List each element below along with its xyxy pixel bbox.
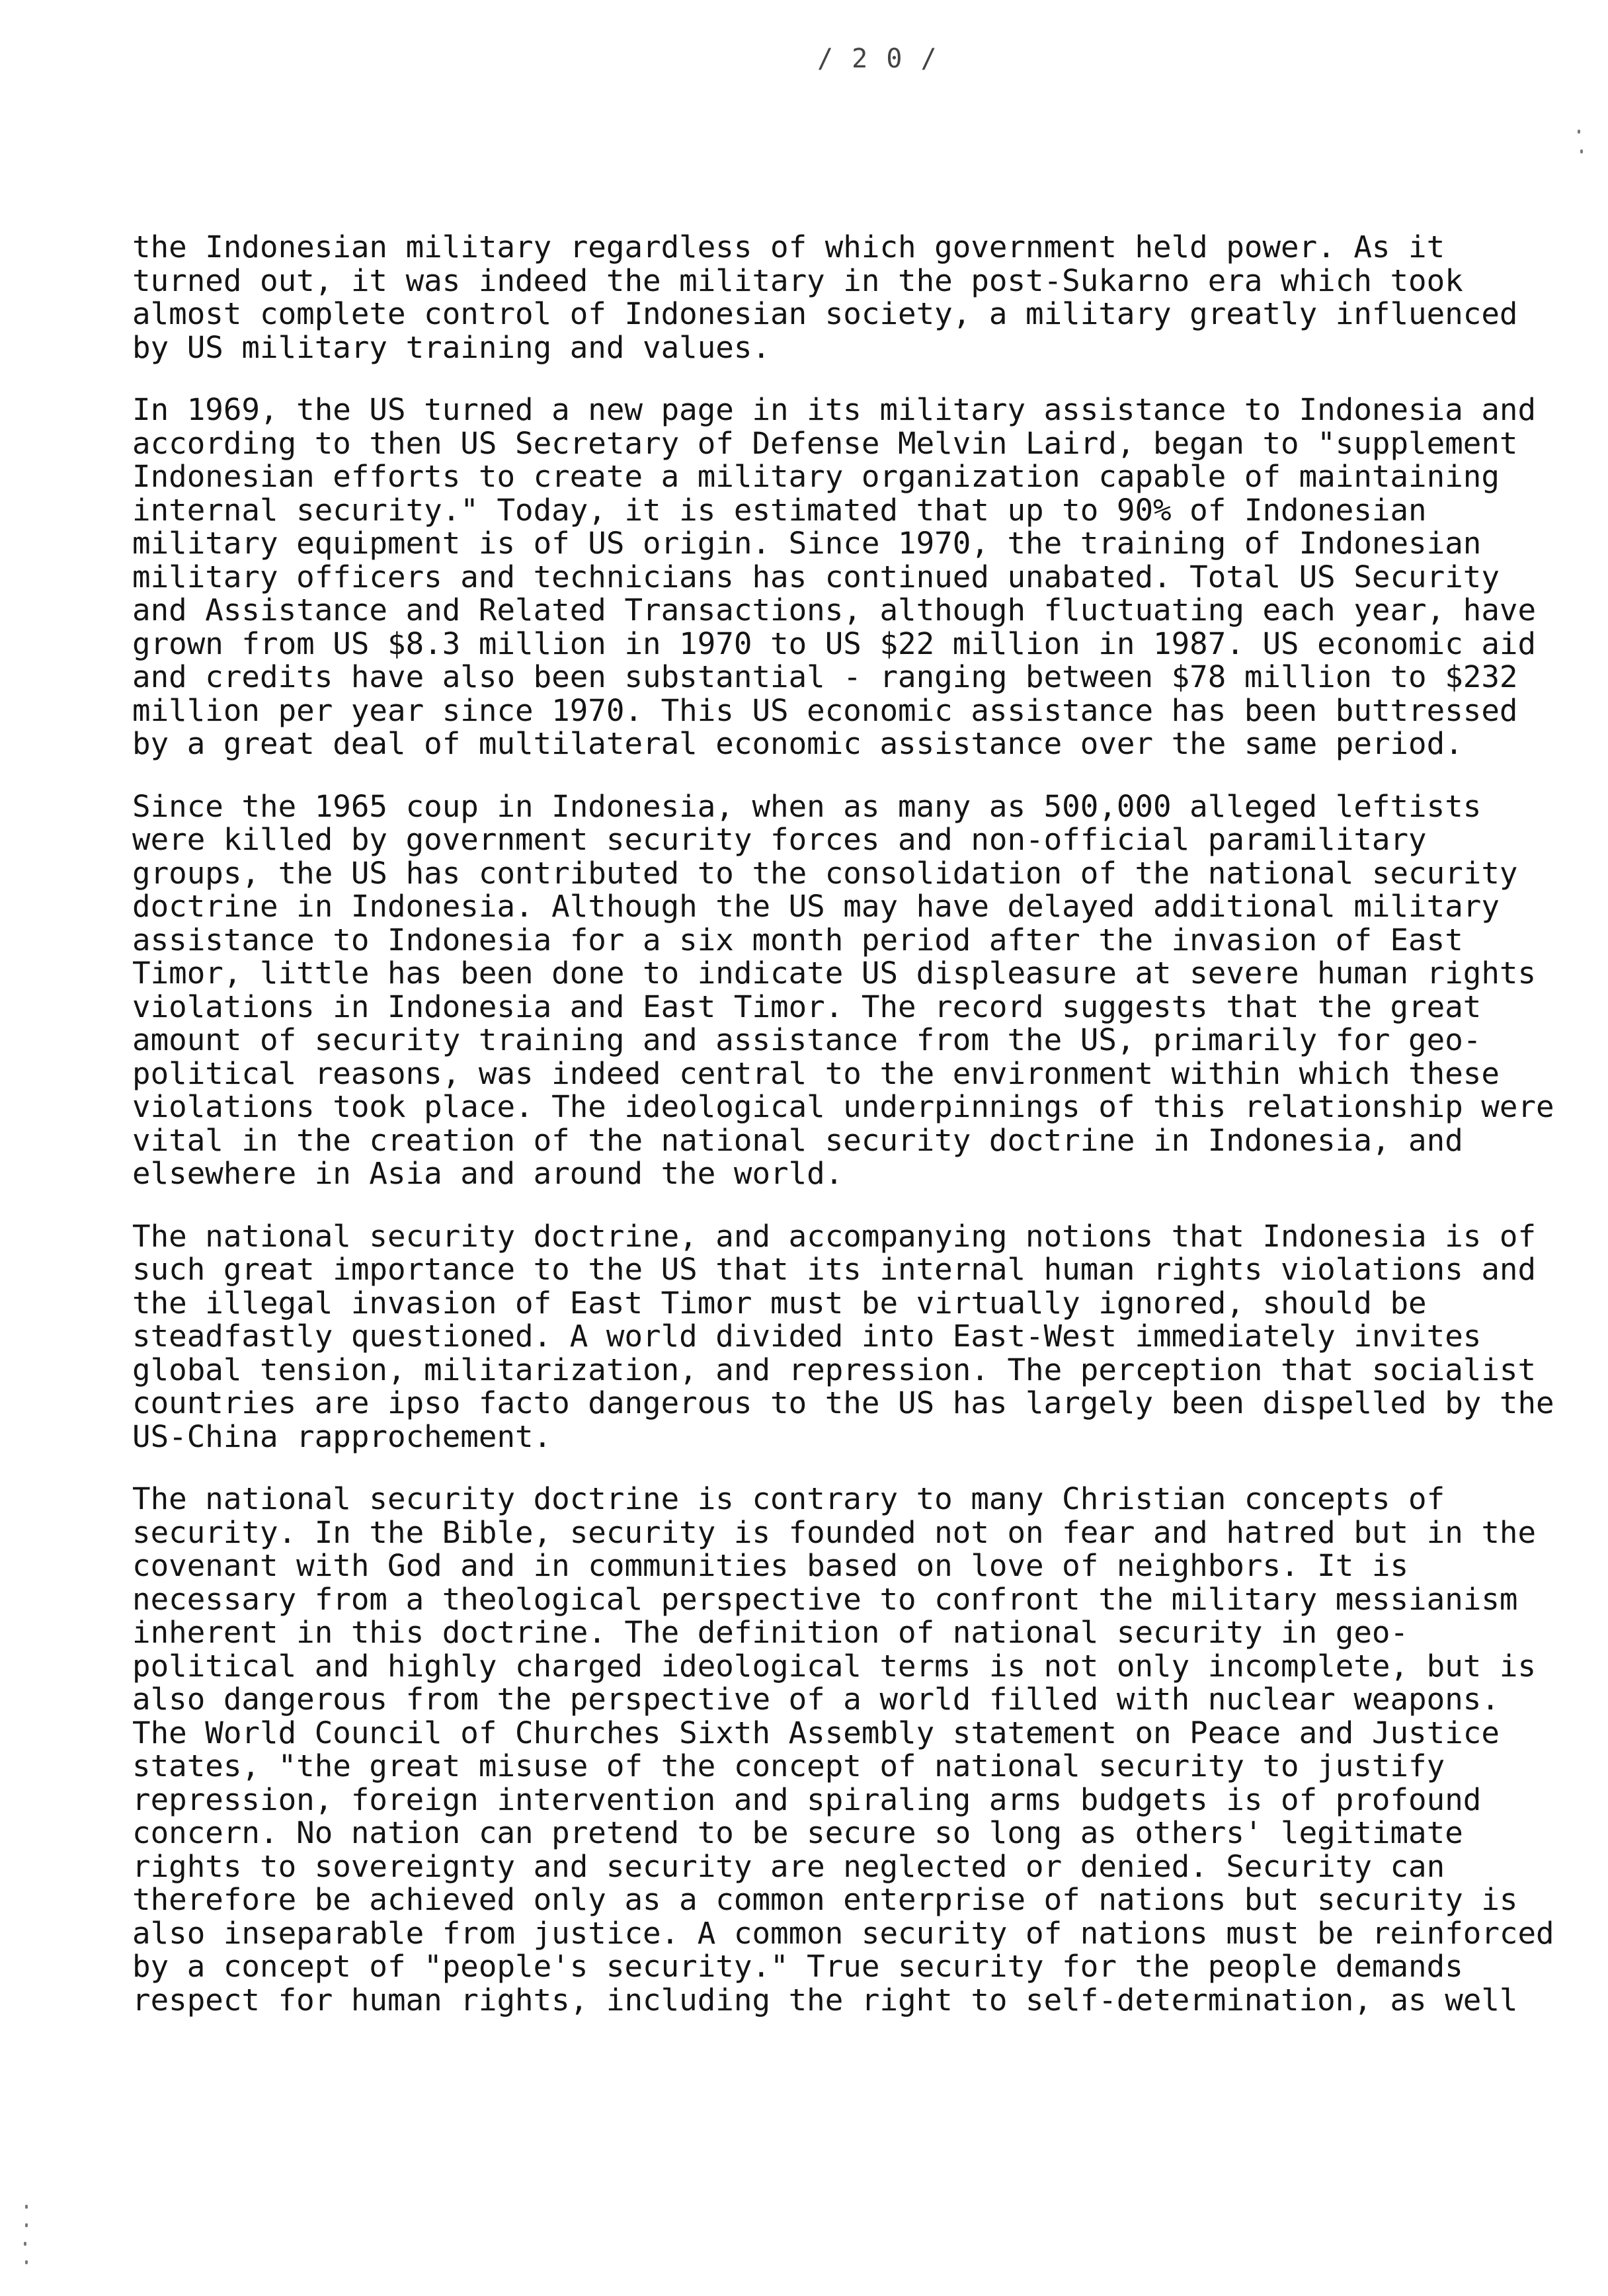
text-line: political reasons, was indeed central to the environment within which these (132, 1055, 1500, 1091)
text-line: amount of security training and assistance from the US, primarily for geo- (132, 1022, 1482, 1057)
text-line: doctrine in Indonesia. Although the US may have delayed additional military (132, 888, 1500, 924)
scan-speck (25, 2260, 28, 2264)
scan-speck (1578, 130, 1580, 134)
text-line: violations took place. The ideological underpinnings of this relationship were (132, 1088, 1554, 1124)
text-line: political and highly charged ideological terms is not only incomplete, but is (132, 1647, 1537, 1684)
text-line: Since the 1965 coup in Indonesia, when as many as 500,000 alleged leftists (132, 788, 1482, 824)
body-text (132, 229, 1554, 2045)
scan-speck (24, 2242, 26, 2246)
text-line: the Indonesian military regardless of which government held power. As it (132, 229, 1445, 265)
text-line: by a concept of "people's security." True security for the people demands (132, 1948, 1463, 1984)
text-line: by a great deal of multilateral economic assistance over the same period. (132, 725, 1463, 761)
text-line: million per year since 1970. This US economic assistance has been buttressed (132, 692, 1518, 728)
text-line: Indonesian efforts to create a military organization capable of maintaining (132, 458, 1500, 494)
text-line: vital in the creation of the national security doctrine in Indonesia, and (132, 1122, 1463, 1158)
text-line: states, "the great misuse of the concept of national security to justify (132, 1748, 1445, 1784)
text-line: The national security doctrine is contrary to many Christian concepts of (132, 1481, 1445, 1516)
text-line: violations in Indonesia and East Timor. The record suggests that the great (132, 988, 1482, 1024)
text-line: assistance to Indonesia for a six month period after the invasion of East (132, 921, 1463, 958)
text-line: were killed by government security forces and non-official paramilitary (132, 821, 1427, 857)
paragraph (132, 1481, 1554, 2018)
text-line: Timor, little has been done to indicate US displeasure at severe human rights (132, 955, 1537, 991)
scan-speck (1580, 149, 1583, 153)
text-line: by US military training and values. (132, 329, 771, 365)
text-line: rights to sovereignty and security are neglected or denied. Security can (132, 1848, 1445, 1884)
text-line: concern. No nation can pretend to be secure so long as others' legitimate (132, 1815, 1463, 1850)
text-line: The World Council of Churches Sixth Assembly statement on Peace and Justice (132, 1714, 1500, 1750)
paragraph (132, 229, 1518, 365)
text-line: countries are ipso facto dangerous to the US has largely been dispelled by the (132, 1385, 1554, 1420)
paragraph (132, 1217, 1554, 1454)
text-line: almost complete control of Indonesian society, a military greatly influenced (132, 296, 1518, 331)
text-line: military equipment is of US origin. Since 1970, the training of Indonesian (132, 525, 1482, 561)
text-line: US-China rapprochement. (132, 1418, 552, 1454)
paragraph (132, 788, 1554, 1191)
text-line: and credits have also been substantial - ranging between $78 million to $232 (132, 659, 1518, 694)
text-line: steadfastly questioned. A world divided into East-West immediately invites (132, 1318, 1482, 1354)
text-line: such great importance to the US that its internal human rights violations and (132, 1251, 1537, 1287)
text-line: covenant with God and in communities based on love of neighbors. It is (132, 1547, 1409, 1583)
text-line: inherent in this doctrine. The definition of national security in geo- (132, 1614, 1409, 1650)
text-line: according to then US Secretary of Defense Melvin Laird, began to "supplement (132, 425, 1518, 461)
text-line: respect for human rights, including the right to self-determination, as well (132, 1981, 1518, 2018)
text-line: also inseparable from justice. A common security of nations must be reinforced (132, 1914, 1554, 1951)
text-line: In 1969, the US turned a new page in its military assistance to Indonesia and (132, 391, 1537, 427)
text-line: grown from US $8.3 million in 1970 to US $22 million in 1987. US economic aid (132, 625, 1537, 661)
text-line: groups, the US has contributed to the consolidation of the national security (132, 854, 1518, 891)
scan-speck (25, 2223, 28, 2227)
scan-speck (25, 2205, 28, 2209)
text-line: turned out, it was indeed the military in the post-Sukarno era which took (132, 262, 1463, 298)
text-line: The national security doctrine, and accompanying notions that Indonesia is of (132, 1217, 1537, 1254)
text-line: elsewhere in Asia and around the world. (132, 1155, 844, 1191)
paragraph (132, 391, 1537, 761)
text-line: necessary from a theological perspective to confront the military messianism (132, 1580, 1518, 1617)
text-line: and Assistance and Related Transactions, although fluctuating each year, have (132, 592, 1537, 628)
text-line: internal security." Today, it is estimated that up to 90% of Indonesian (132, 491, 1427, 528)
text-line: repression, foreign intervention and spiraling arms budgets is of profound (132, 1781, 1482, 1817)
text-line: security. In the Bible, security is founded not on fear and hatred but in the (132, 1514, 1537, 1550)
text-line: also dangerous from the perspective of a world filled with nuclear weapons. (132, 1681, 1500, 1717)
page-number: / 2 0 / (817, 44, 938, 74)
text-line: global tension, militarization, and repression. The perception that socialist (132, 1351, 1537, 1387)
text-line: the illegal invasion of East Timor must be virtually ignored, should be (132, 1284, 1427, 1321)
text-line: military officers and technicians has continued unabated. Total US Security (132, 558, 1500, 594)
text-line: therefore be achieved only as a common enterprise of nations but security is (132, 1881, 1518, 1917)
